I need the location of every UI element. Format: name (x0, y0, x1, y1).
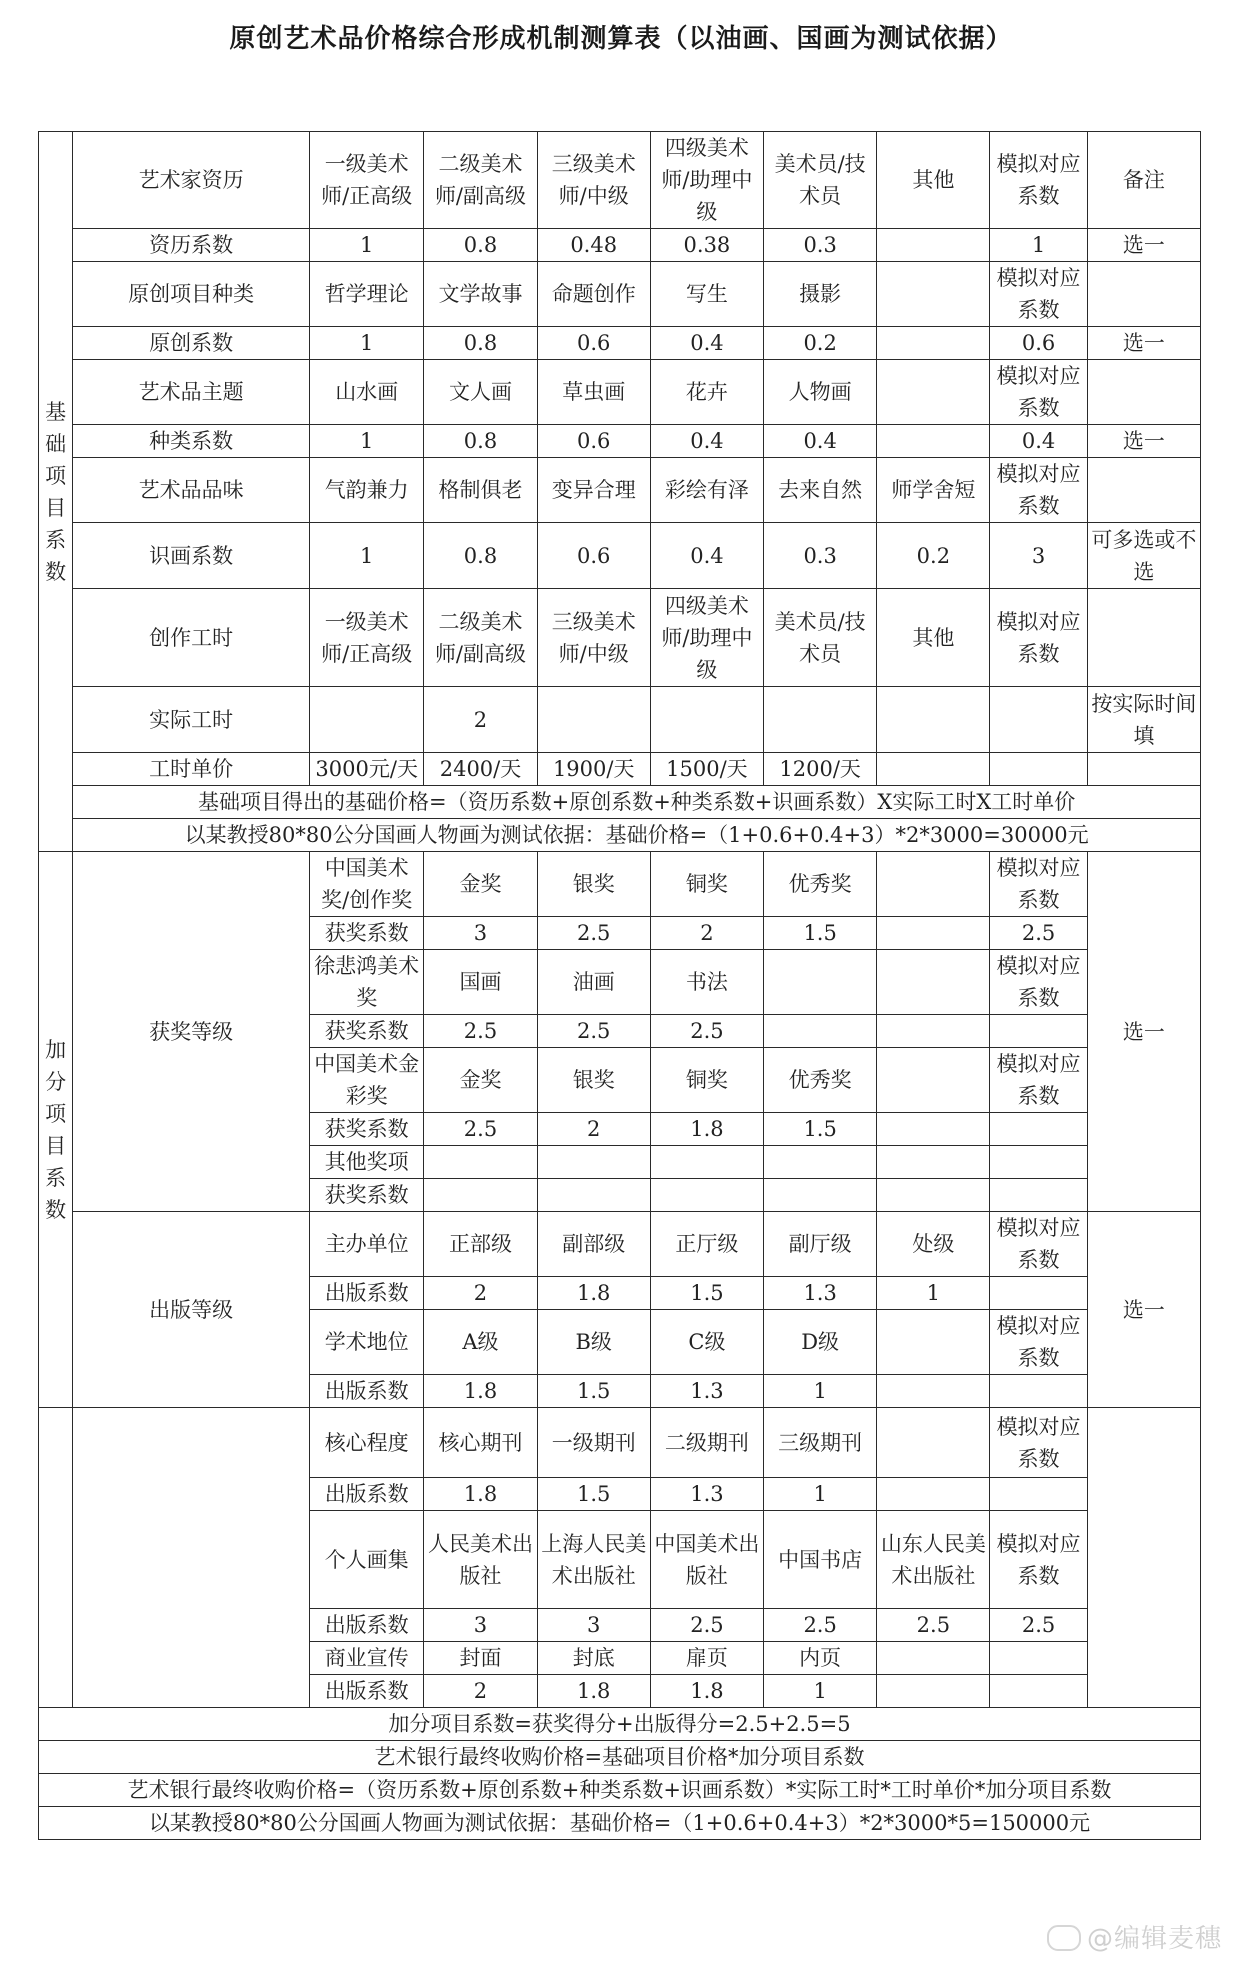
cell: 3 (537, 1609, 650, 1642)
row-label: 艺术品品味 (73, 458, 310, 523)
cell: 1900/天 (537, 753, 650, 786)
cell: 模拟对应系数 (990, 589, 1087, 687)
row-label: 主办单位 (310, 1212, 424, 1277)
watermark (1047, 1918, 1222, 1955)
cell: 0.3 (764, 523, 877, 589)
cell (990, 1146, 1087, 1179)
cell: 模拟对应系数 (990, 852, 1087, 917)
cell: 3000元/天 (310, 753, 424, 786)
table-row (39, 523, 1201, 589)
cell: 封面 (424, 1642, 537, 1675)
table-row (39, 753, 1201, 786)
watermark-text: @编辑麦穗 (1086, 1924, 1222, 1954)
row-label: 个人画集 (310, 1511, 424, 1609)
cell: 0.2 (764, 327, 877, 360)
table-row (39, 852, 1201, 917)
section-label-basic (39, 132, 73, 852)
row-label: 获奖系数 (310, 1179, 424, 1212)
cell: B级 (537, 1310, 650, 1375)
row-label: 识画系数 (73, 523, 310, 589)
row-label: 资历系数 (73, 229, 310, 262)
cell: 1.5 (764, 917, 877, 950)
cell: D级 (764, 1310, 877, 1375)
cell: 模拟对应系数 (990, 1212, 1087, 1277)
row-label: 获奖系数 (310, 1113, 424, 1146)
bonus-formula: 加分项目系数=获奖得分+出版得分=2.5+2.5=5 (39, 1708, 1201, 1741)
cell: 1200/天 (764, 753, 877, 786)
cell (877, 1478, 990, 1511)
cell: 1 (310, 229, 424, 262)
award-level-label: 获奖等级 (73, 852, 310, 1212)
cell: 山水画 (310, 360, 424, 425)
cell: 2 (424, 687, 537, 753)
table-row (39, 360, 1201, 425)
basic-group-text: 基础项目系数 (45, 399, 67, 584)
row-label: 核心程度 (310, 1408, 424, 1478)
cell (990, 1179, 1087, 1212)
cell: 一级期刊 (537, 1408, 650, 1478)
cell: 哲学理论 (310, 262, 424, 327)
cell (990, 1642, 1087, 1675)
cell: 中国书店 (764, 1511, 877, 1609)
cell: 2.5 (537, 1015, 650, 1048)
cell: 三级美术师/中级 (537, 132, 650, 229)
cell: 1 (310, 327, 424, 360)
table-row (39, 1741, 1201, 1774)
cell: 模拟对应系数 (990, 132, 1087, 229)
price-calculation-table (38, 131, 1201, 1840)
cell: 2.5 (764, 1609, 877, 1642)
cell: 油画 (537, 950, 650, 1015)
row-label: 原创项目种类 (73, 262, 310, 327)
cell (650, 687, 763, 753)
row-label: 种类系数 (73, 425, 310, 458)
cell: 三级美术师/中级 (537, 589, 650, 687)
cell (424, 1179, 537, 1212)
cell: 1.5 (764, 1113, 877, 1146)
cell (877, 1375, 990, 1408)
cell (537, 687, 650, 753)
cell: 2.5 (424, 1015, 537, 1048)
cell: 可多选或不选 (1087, 523, 1200, 589)
cell: 1 (310, 523, 424, 589)
cell (1087, 589, 1200, 687)
cell: 模拟对应系数 (990, 458, 1087, 523)
cell: 格制俱老 (424, 458, 537, 523)
cell: 2.5 (990, 1609, 1087, 1642)
award-note: 选一 (1087, 852, 1200, 1212)
cell: 模拟对应系数 (990, 1310, 1087, 1375)
cell (877, 1642, 990, 1675)
table-row (39, 1708, 1201, 1741)
cell: 扉页 (650, 1642, 763, 1675)
row-label: 出版系数 (310, 1375, 424, 1408)
publish-note: 选一 (1087, 1212, 1200, 1408)
table-row (39, 458, 1201, 523)
cell: 2.5 (877, 1609, 990, 1642)
cell: 一级美术师/正高级 (310, 132, 424, 229)
cell: 草虫画 (537, 360, 650, 425)
cell: 0.3 (764, 229, 877, 262)
cell (537, 1179, 650, 1212)
publish-level-label: 出版等级 (73, 1212, 310, 1408)
cell (877, 687, 990, 753)
cell (650, 1146, 763, 1179)
cell: 0.4 (650, 327, 763, 360)
cell: 2.5 (990, 917, 1087, 950)
cell: 人物画 (764, 360, 877, 425)
cell: 摄影 (764, 262, 877, 327)
cell (1087, 458, 1200, 523)
cell: 2.5 (650, 1015, 763, 1048)
cell (1087, 753, 1200, 786)
row-label: 中国美术金彩奖 (310, 1048, 424, 1113)
cell: 文人画 (424, 360, 537, 425)
cell: 核心期刊 (424, 1408, 537, 1478)
cell: 1.8 (650, 1675, 763, 1708)
table-row (39, 1212, 1201, 1277)
table-row (39, 687, 1201, 753)
table-row (39, 132, 1201, 229)
cell: 中国美术出版社 (650, 1511, 763, 1609)
cell: 1.8 (650, 1113, 763, 1146)
cell: 模拟对应系数 (990, 1511, 1087, 1609)
row-label: 学术地位 (310, 1310, 424, 1375)
cell (877, 917, 990, 950)
row-label: 出版系数 (310, 1609, 424, 1642)
cell: 一级美术师/正高级 (310, 589, 424, 687)
cell: 1.3 (650, 1478, 763, 1511)
cell (537, 1146, 650, 1179)
cell (877, 852, 990, 917)
cell: 国画 (424, 950, 537, 1015)
cell: 2 (650, 917, 763, 950)
cell: 彩绘有泽 (650, 458, 763, 523)
cell (990, 1113, 1087, 1146)
bonus-group-text: 加分项目系数 (45, 1037, 67, 1222)
cell: A级 (424, 1310, 537, 1375)
cell (877, 229, 990, 262)
table-row (39, 262, 1201, 327)
cell: 1 (764, 1675, 877, 1708)
cell (650, 1179, 763, 1212)
cell: 二级期刊 (650, 1408, 763, 1478)
section-label-bonus (39, 852, 73, 1408)
cell (877, 1146, 990, 1179)
cell: 0.2 (877, 523, 990, 589)
cell: 美术员/技术员 (764, 589, 877, 687)
cell: 0.48 (537, 229, 650, 262)
cell: 0.6 (990, 327, 1087, 360)
blank-cell (1087, 1408, 1200, 1708)
cell: 3 (424, 1609, 537, 1642)
cell: 模拟对应系数 (990, 950, 1087, 1015)
cell (764, 1146, 877, 1179)
cell: 0.8 (424, 523, 537, 589)
table-row (39, 425, 1201, 458)
cell: 1.3 (764, 1277, 877, 1310)
row-label: 中国美术奖/创作奖 (310, 852, 424, 917)
cell: 模拟对应系数 (990, 262, 1087, 327)
cell: 正部级 (424, 1212, 537, 1277)
cell (764, 950, 877, 1015)
row-label: 艺术品主题 (73, 360, 310, 425)
cell (1087, 262, 1200, 327)
cell: 1.8 (424, 1375, 537, 1408)
cell: 模拟对应系数 (990, 1408, 1087, 1478)
cell (1087, 360, 1200, 425)
cell (764, 1015, 877, 1048)
cell: 选一 (1087, 229, 1200, 262)
cell: 二级美术师/副高级 (424, 589, 537, 687)
cell (990, 1675, 1087, 1708)
cell: 写生 (650, 262, 763, 327)
cell: 3 (990, 523, 1087, 589)
row-label: 其他奖项 (310, 1146, 424, 1179)
cell: 师学舍短 (877, 458, 990, 523)
cell: 正厅级 (650, 1212, 763, 1277)
cell: 2.5 (650, 1609, 763, 1642)
cell (877, 1310, 990, 1375)
cell: 按实际时间填 (1087, 687, 1200, 753)
cell (990, 1375, 1087, 1408)
cell: 1 (764, 1478, 877, 1511)
row-label: 实际工时 (73, 687, 310, 753)
cell (877, 327, 990, 360)
table-row (39, 819, 1201, 852)
cell: 处级 (877, 1212, 990, 1277)
cell (877, 425, 990, 458)
cell: 美术员/技术员 (764, 132, 877, 229)
row-label: 商业宣传 (310, 1642, 424, 1675)
cell: 备注 (1087, 132, 1200, 229)
cell: 1.8 (537, 1675, 650, 1708)
cell: 铜奖 (650, 852, 763, 917)
table-row (39, 1408, 1201, 1478)
watermark-logo-icon (1047, 1925, 1081, 1951)
table-row (39, 1807, 1201, 1840)
cell: 山东人民美术出版社 (877, 1511, 990, 1609)
cell: 二级美术师/副高级 (424, 132, 537, 229)
cell (877, 753, 990, 786)
cell (990, 753, 1087, 786)
cell: 3 (424, 917, 537, 950)
cell (424, 1146, 537, 1179)
final-price-detailed-formula: 艺术银行最终收购价格=（资历系数+原创系数+种类系数+识画系数）*实际工时*工时单价*加分项目系数 (39, 1774, 1201, 1807)
cell: 银奖 (537, 1048, 650, 1113)
cell (764, 1179, 877, 1212)
cell (877, 1113, 990, 1146)
row-label: 出版系数 (310, 1675, 424, 1708)
final-price-formula: 艺术银行最终收购价格=基础项目价格*加分项目系数 (39, 1741, 1201, 1774)
cell: 1 (990, 229, 1087, 262)
cell: 1 (764, 1375, 877, 1408)
basic-formula: 基础项目得出的基础价格=（资历系数+原创系数+种类系数+识画系数）X实际工时X工时单价 (73, 786, 1201, 819)
cell (310, 687, 424, 753)
cell: 四级美术师/助理中级 (650, 132, 763, 229)
cell: 1.8 (424, 1478, 537, 1511)
row-label: 原创系数 (73, 327, 310, 360)
cell: 0.6 (537, 523, 650, 589)
cell: 铜奖 (650, 1048, 763, 1113)
cell: 0.4 (764, 425, 877, 458)
cell: C级 (650, 1310, 763, 1375)
cell: 花卉 (650, 360, 763, 425)
cell: 优秀奖 (764, 852, 877, 917)
cell (877, 1408, 990, 1478)
cell: 2 (537, 1113, 650, 1146)
cell: 2 (424, 1675, 537, 1708)
cell: 副部级 (537, 1212, 650, 1277)
cell: 2400/天 (424, 753, 537, 786)
cell: 2.5 (424, 1113, 537, 1146)
cell: 0.4 (650, 523, 763, 589)
cell (877, 1179, 990, 1212)
cell: 气韵兼力 (310, 458, 424, 523)
cell: 书法 (650, 950, 763, 1015)
cell (990, 1478, 1087, 1511)
cell: 选一 (1087, 425, 1200, 458)
cell (877, 262, 990, 327)
row-label: 出版系数 (310, 1478, 424, 1511)
row-label: 创作工时 (73, 589, 310, 687)
cell (877, 360, 990, 425)
cell: 1 (877, 1277, 990, 1310)
cell: 金奖 (424, 852, 537, 917)
cell: 其他 (877, 132, 990, 229)
cell: 去来自然 (764, 458, 877, 523)
table-row (39, 1774, 1201, 1807)
cell: 变异合理 (537, 458, 650, 523)
cell: 1.5 (650, 1277, 763, 1310)
cell: 0.4 (990, 425, 1087, 458)
cell: 选一 (1087, 327, 1200, 360)
page-title: 原创艺术品价格综合形成机制测算表（以油画、国画为测试依据） (229, 24, 1013, 54)
cell: 三级期刊 (764, 1408, 877, 1478)
cell: 文学故事 (424, 262, 537, 327)
cell: 封底 (537, 1642, 650, 1675)
cell: 0.38 (650, 229, 763, 262)
cell: 0.8 (424, 229, 537, 262)
blank-cell (73, 1408, 310, 1708)
cell: 1 (310, 425, 424, 458)
cell: 四级美术师/助理中级 (650, 589, 763, 687)
cell: 上海人民美术出版社 (537, 1511, 650, 1609)
cell: 1500/天 (650, 753, 763, 786)
cell: 1.5 (537, 1478, 650, 1511)
table-row (39, 229, 1201, 262)
cell: 0.6 (537, 327, 650, 360)
row-label: 徐悲鸿美术奖 (310, 950, 424, 1015)
cell: 1.8 (537, 1277, 650, 1310)
cell: 1.3 (650, 1375, 763, 1408)
table-row (39, 786, 1201, 819)
cell: 副厅级 (764, 1212, 877, 1277)
row-label: 工时单价 (73, 753, 310, 786)
cell: 1.5 (537, 1375, 650, 1408)
cell: 0.6 (537, 425, 650, 458)
cell: 2.5 (537, 917, 650, 950)
table-row (39, 589, 1201, 687)
row-label: 艺术家资历 (73, 132, 310, 229)
cell: 命题创作 (537, 262, 650, 327)
table-row (39, 327, 1201, 360)
cell: 其他 (877, 589, 990, 687)
cell: 模拟对应系数 (990, 1048, 1087, 1113)
cell: 0.8 (424, 425, 537, 458)
cell (990, 687, 1087, 753)
cell (877, 1675, 990, 1708)
cell: 内页 (764, 1642, 877, 1675)
cell (990, 1015, 1087, 1048)
cell: 模拟对应系数 (990, 360, 1087, 425)
cell: 金奖 (424, 1048, 537, 1113)
cell: 人民美术出版社 (424, 1511, 537, 1609)
cell (877, 1015, 990, 1048)
cell: 银奖 (537, 852, 650, 917)
cell (764, 687, 877, 753)
cell: 优秀奖 (764, 1048, 877, 1113)
cell: 0.8 (424, 327, 537, 360)
cell (877, 1048, 990, 1113)
cell (877, 950, 990, 1015)
blank-cell (39, 1408, 73, 1708)
cell: 0.4 (650, 425, 763, 458)
cell (990, 1277, 1087, 1310)
row-label: 获奖系数 (310, 917, 424, 950)
basic-example: 以某教授80*80公分国画人物画为测试依据：基础价格=（1+0.6+0.4+3）*2*3000=30000元 (73, 819, 1201, 852)
row-label: 出版系数 (310, 1277, 424, 1310)
final-example: 以某教授80*80公分国画人物画为测试依据：基础价格=（1+0.6+0.4+3）*2*3000*5=150000元 (39, 1807, 1201, 1840)
row-label: 获奖系数 (310, 1015, 424, 1048)
cell: 2 (424, 1277, 537, 1310)
